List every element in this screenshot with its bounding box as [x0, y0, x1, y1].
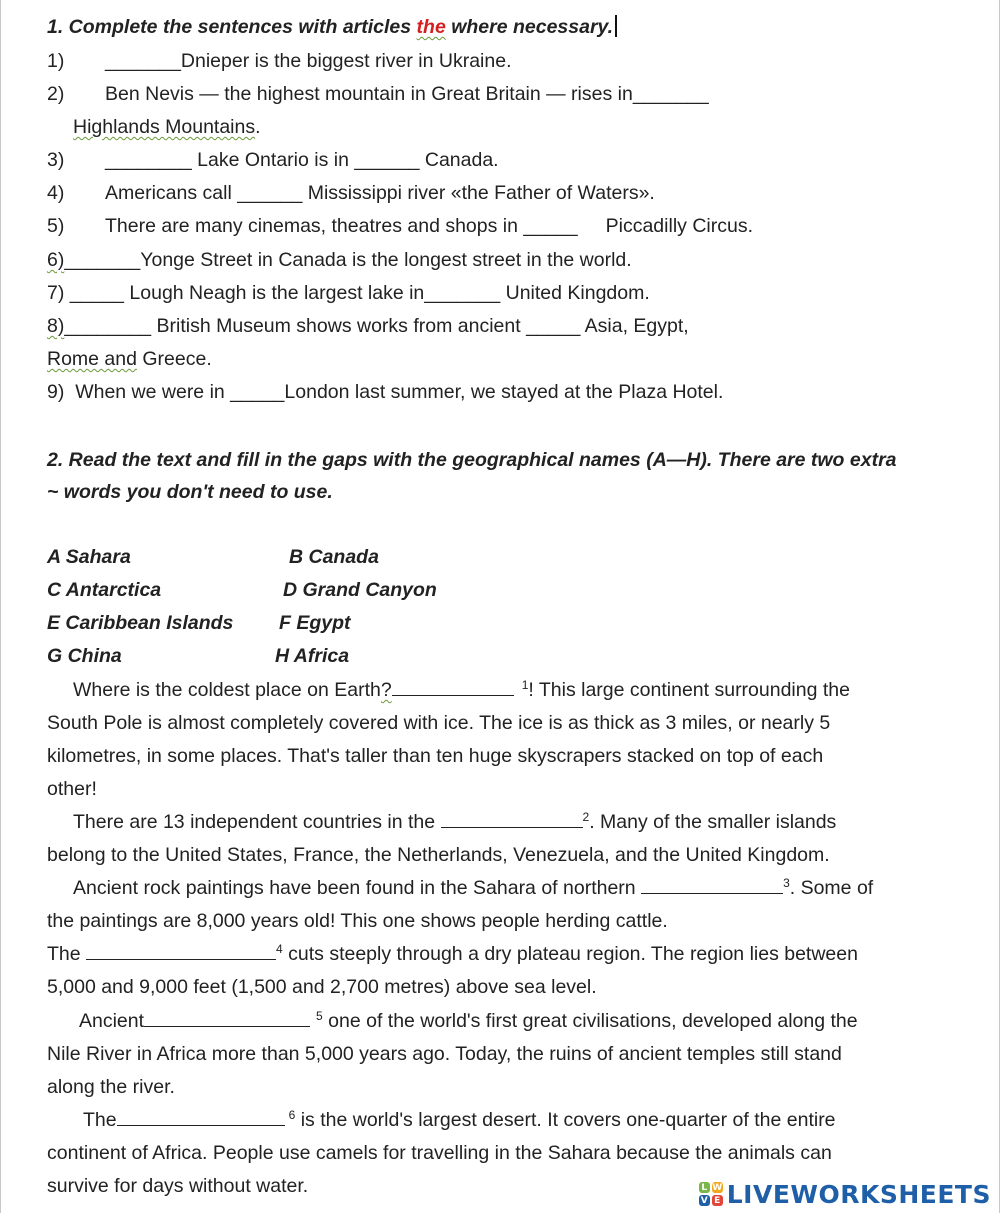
- answer-gap[interactable]: _____: [523, 215, 578, 237]
- paragraph-1-line2: South Pole is almost completely covered with ice. The ice is as thick as 3 miles, or nearly 5: [47, 712, 831, 734]
- section1-title-end: where necessary.: [445, 16, 614, 38]
- item-number: 4): [47, 182, 65, 204]
- gap-number: 2: [582, 810, 590, 824]
- section1-title: [47, 15, 959, 39]
- sentence-3: [47, 148, 959, 172]
- text: The: [83, 1109, 117, 1131]
- paragraph-6-line1: [83, 1108, 959, 1132]
- gap-number: 1: [521, 678, 529, 692]
- paragraph-3-line1: [73, 876, 959, 900]
- sentence-text: Rome and: [47, 348, 137, 370]
- text: ?: [380, 679, 392, 701]
- item-number: 3): [47, 149, 65, 171]
- answer-gap[interactable]: ________: [105, 149, 192, 171]
- answer-gap[interactable]: _______: [632, 83, 709, 105]
- paragraph-1-line4: other!: [47, 778, 97, 800]
- option-f: F Egypt: [279, 612, 351, 634]
- answer-gap-2[interactable]: [441, 810, 583, 828]
- answer-gap-1[interactable]: [392, 678, 514, 696]
- sentence-end: .: [255, 116, 261, 138]
- sentence-text: London last summer, we stayed at the Plaza Hotel.: [284, 381, 724, 403]
- sentence-text: Greece.: [136, 348, 212, 370]
- paragraph-4-line2: 5,000 and 9,000 feet (1,500 and 2,700 metres) above sea level.: [47, 976, 597, 998]
- sentence-text: Highlands Mountains: [73, 116, 256, 138]
- text: . Some of: [789, 877, 874, 899]
- sentence-text: Lough Neagh is the largest lake in: [124, 282, 425, 304]
- paragraph-2-line1: [73, 810, 959, 834]
- sentence-6: [47, 248, 959, 272]
- answer-gap[interactable]: ______: [354, 149, 420, 171]
- text-cursor: [615, 15, 617, 37]
- answer-gap[interactable]: _____: [526, 315, 581, 337]
- sentence-8: [47, 314, 959, 338]
- sentence-text: There are many cinemas, theatres and shops in: [105, 215, 524, 237]
- answer-gap-6[interactable]: [117, 1108, 285, 1126]
- section1-title-text: 1. Complete the sentences with articles: [47, 16, 417, 38]
- sentence-text: When we were in: [75, 381, 231, 403]
- paragraph-6-line2: continent of Africa. People use camels for travelling in the Sahara because the animals can: [47, 1142, 832, 1164]
- sentence-2: [47, 82, 959, 106]
- sentence-text: British Museum shows works from ancient: [151, 315, 527, 337]
- sentence-text: Piccadilly Circus.: [605, 215, 753, 237]
- answer-gap[interactable]: _______: [64, 249, 141, 271]
- paragraph-5-line3: along the river.: [47, 1076, 175, 1098]
- sentence-text: Asia, Egypt,: [580, 315, 689, 337]
- paragraph-1-line3: kilometres, in some places. That's taller than ten huge skyscrapers stacked on top of each: [47, 745, 824, 767]
- text: Ancient rock paintings have been found in the Sahara of northern: [73, 877, 642, 899]
- logo-mark-cell: V: [699, 1195, 710, 1206]
- paragraph-6-line3: survive for days without water.: [47, 1175, 309, 1197]
- text: is the world's largest desert. It covers one-quarter of the entire: [295, 1109, 836, 1131]
- sentence-text: Lake Ontario is in: [191, 149, 355, 171]
- answer-gap[interactable]: ______: [237, 182, 303, 204]
- sentence-text: Canada.: [419, 149, 499, 171]
- text: one of the world's first great civilisations, developed along the: [322, 1010, 858, 1032]
- sentence-7: [47, 281, 959, 305]
- answer-gap-3[interactable]: [641, 876, 783, 894]
- sentence-text: Americans call: [105, 182, 238, 204]
- answer-gap[interactable]: _____: [69, 282, 124, 304]
- paragraph-5-line1: [79, 1009, 959, 1033]
- section2-title-line1: 2. Read the text and fill in the gaps with the geographical names (A—H). There are two extra: [47, 449, 897, 471]
- item-number: 7): [47, 282, 65, 304]
- item-number: 8): [47, 315, 65, 337]
- answer-gap[interactable]: ________: [64, 315, 152, 337]
- option-a: A Sahara: [47, 546, 131, 568]
- liveworksheets-logo-icon: [699, 1182, 723, 1206]
- sentence-text: Dnieper is the biggest river in Ukraine.: [180, 50, 512, 72]
- text: ! This large continent surrounding the: [528, 679, 850, 701]
- sentence-text: United Kingdom.: [500, 282, 650, 304]
- sentence-2-continued: [73, 115, 959, 139]
- logo-mark-cell: E: [712, 1195, 723, 1206]
- option-e: E Caribbean Islands: [47, 612, 234, 634]
- item-number: 2): [47, 83, 65, 105]
- answer-gap[interactable]: _____: [230, 381, 285, 403]
- text: Where is the coldest place on Earth: [73, 679, 381, 701]
- answer-gap-4[interactable]: [86, 942, 276, 960]
- logo-text: LIVEWORKSHEETS: [726, 1179, 991, 1209]
- option-g: G China: [47, 645, 122, 667]
- answer-gap[interactable]: _______: [424, 282, 501, 304]
- paragraph-5-line2: Nile River in Africa more than 5,000 years ago. Today, the ruins of ancient temples still stand: [47, 1043, 842, 1065]
- item-number: 5): [47, 215, 65, 237]
- sentence-text: Mississippi river «the Father of Waters».: [302, 182, 655, 204]
- text: There are 13 independent countries in the: [73, 811, 441, 833]
- text: The: [47, 943, 87, 965]
- answer-gap[interactable]: _______: [105, 50, 181, 72]
- item-number: 6): [47, 249, 65, 271]
- sentence-text: Yonge Street in Canada is the longest street in the world.: [140, 249, 632, 271]
- answer-gap-5[interactable]: [144, 1009, 310, 1027]
- sentence-4: [47, 181, 959, 205]
- gap-number: 5: [316, 1009, 323, 1023]
- liveworksheets-logo: [699, 1179, 991, 1209]
- sentence-1: [47, 49, 959, 73]
- title-the-correction: the: [416, 16, 446, 38]
- sentence-text: Ben Nevis — the highest mountain in Great Britain — rises in: [105, 83, 633, 105]
- option-h: H Africa: [275, 645, 350, 667]
- paragraph-2-line2: belong to the United States, France, the Netherlands, Venezuela, and the United Kingdom.: [47, 844, 830, 866]
- paragraph-4-line1: [47, 942, 959, 966]
- text: cuts steeply through a dry plateau region. The region lies between: [282, 943, 858, 965]
- logo-mark-cell: W: [712, 1182, 723, 1193]
- option-d: D Grand Canyon: [283, 579, 437, 601]
- sentence-8-continued: [47, 347, 959, 371]
- section2-title-line2: ~ words you don't need to use.: [47, 481, 333, 503]
- paragraph-3-line2: the paintings are 8,000 years old! This one shows people herding cattle.: [47, 910, 668, 932]
- item-number: 9): [47, 381, 65, 403]
- option-b: B Canada: [289, 546, 379, 568]
- gap-number: 6: [288, 1108, 296, 1122]
- logo-mark-cell: L: [699, 1182, 710, 1193]
- text: Ancient: [79, 1010, 145, 1032]
- option-c: C Antarctica: [47, 579, 162, 601]
- sentence-5: [47, 214, 959, 238]
- text: . Many of the smaller islands: [589, 811, 837, 833]
- gap-number: 3: [783, 876, 790, 890]
- item-number: 1): [47, 50, 65, 72]
- sentence-9: [47, 380, 959, 404]
- gap-number: 4: [276, 942, 283, 956]
- paragraph-1-line1: [73, 678, 959, 702]
